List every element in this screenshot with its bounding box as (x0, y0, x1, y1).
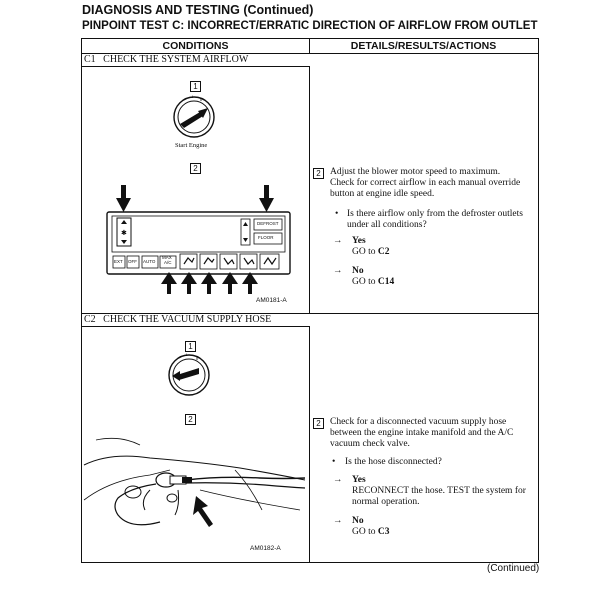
c2-yes-line-2: normal operation. (352, 497, 420, 507)
c2-question-line-1: Is the hose disconnected? (345, 457, 442, 467)
step-c1-title: CHECK THE SYSTEM AIRFLOW (103, 54, 249, 65)
c2-instruction-line-3: vacuum check valve. (330, 439, 410, 449)
c2-no-branch (352, 516, 390, 538)
c2-yes-arrow-icon: → (333, 475, 343, 485)
c2-fig-step1-box: 1 (185, 341, 196, 352)
c1-fig-step1-box: 1 (190, 81, 201, 92)
c1-no-arrow-icon: → (333, 266, 343, 276)
c1-question-line-1: Is there airflow only from the defroster outlets (347, 209, 523, 219)
c1-yes-arrow-icon: → (333, 236, 343, 246)
c1-yes-target: C2 (377, 247, 390, 257)
c1-fig-step2-box: 2 (190, 163, 201, 174)
c1-no-text: GO to (352, 277, 376, 287)
svg-text:II: II (196, 356, 199, 361)
c1-auto-label: AUTO (143, 259, 156, 264)
col-header-conditions: CONDITIONS (162, 40, 229, 52)
c1-instruction-line-3: button at engine idle speed. (330, 189, 435, 199)
c2-question-bullet: • (332, 457, 336, 467)
svg-text:II: II (200, 97, 203, 102)
c2-no-label: No (352, 516, 364, 526)
c2-question (345, 457, 442, 468)
c1-yes-label: Yes (352, 236, 366, 246)
step-c1-id: C1 (84, 54, 96, 65)
c1-no-label: No (352, 266, 364, 276)
c2-hose-pointer-arrow-icon (193, 496, 213, 527)
col-header-details: DETAILS/RESULTS/ACTIONS (350, 40, 497, 52)
c2-yes-label: Yes (352, 475, 366, 485)
step-c2-id: C2 (84, 314, 96, 325)
c1-instruction-line-2: Check for correct airflow in each manual override (330, 178, 521, 188)
page-title: DIAGNOSIS AND TESTING (Continued) (82, 3, 314, 17)
c2-instruction-line-2: between the engine intake manifold and the A/C (330, 428, 514, 438)
c1-defrost-label: DEFROST (257, 221, 279, 226)
c1-off-label: OFF (128, 259, 137, 264)
c1-no-target: C14 (377, 277, 395, 287)
page-subtitle: PINPOINT TEST C: INCORRECT/ERRATIC DIRECTION OF AIRFLOW FROM OUTLET (82, 20, 538, 32)
c1-yes-text: GO to (352, 247, 376, 257)
c1-question-line-2: under all conditions? (347, 220, 427, 230)
c1-max-label: MAX (162, 255, 172, 260)
c2-no-text: GO to (352, 527, 376, 537)
svg-text:✱: ✱ (121, 230, 127, 237)
svg-text:I: I (186, 352, 188, 357)
c2-no-arrow-icon: → (333, 516, 343, 526)
c1-ac-label: A/C (164, 260, 172, 265)
c1-start-engine-caption: Start Engine (175, 142, 208, 149)
svg-text:I: I (192, 94, 194, 99)
c2-instructions (330, 417, 513, 450)
c2-yes-branch (352, 475, 526, 508)
c2-detail-step-box: 2 (313, 418, 324, 429)
c2-figure-code: AM0182-A (250, 545, 281, 552)
c1-ext-label: EXT (114, 259, 123, 264)
c2-instruction-line-1: Check for a disconnected vacuum supply hose (330, 417, 507, 427)
c2-no-target: C3 (377, 527, 390, 537)
continued-note: (Continued) (487, 563, 540, 574)
c1-instruction-line-1: Adjust the blower motor speed to maximum. (330, 167, 501, 177)
c2-fig-step2-box: 2 (185, 414, 196, 425)
c2-yes-line-1: RECONNECT the hose. TEST the system for (352, 486, 526, 496)
c1-floor-label: FLOOR (258, 235, 274, 240)
c1-question-bullet: • (335, 209, 339, 219)
step-c2-title: CHECK THE VACUUM SUPPLY HOSE (103, 314, 272, 325)
c1-figure-code: AM0181-A (256, 297, 287, 304)
c1-detail-step-box: 2 (313, 168, 324, 179)
